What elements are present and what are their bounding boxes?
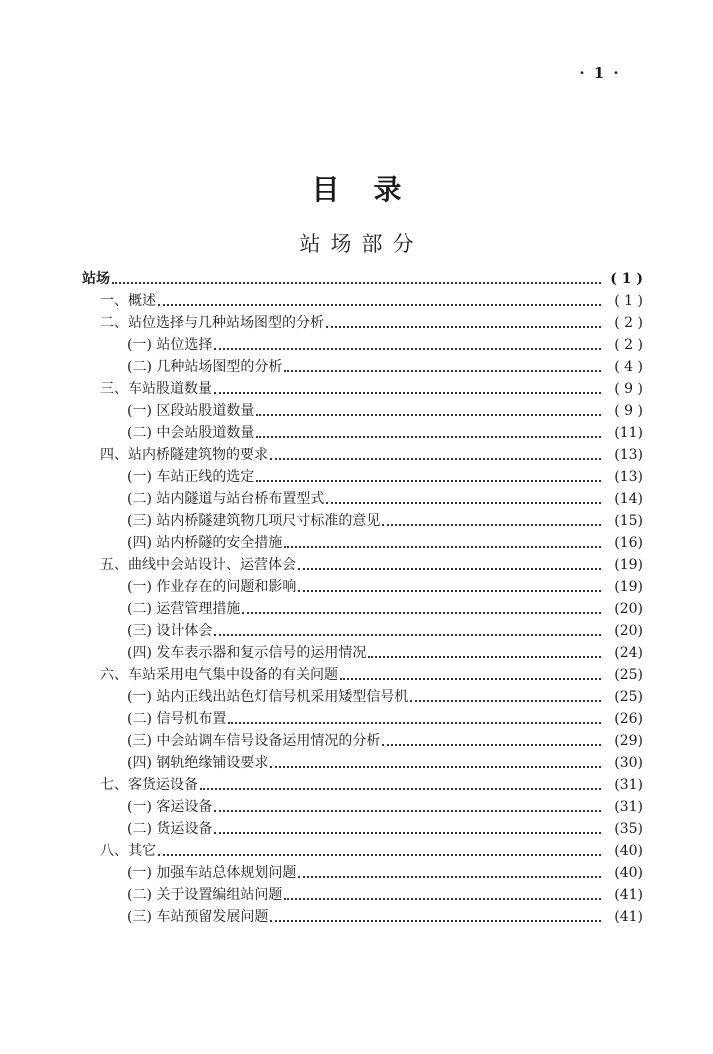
toc-entry	[82, 664, 643, 686]
toc-entry-page: (14)	[614, 491, 643, 507]
toc-entry	[82, 840, 643, 862]
toc-entry-page: (13)	[614, 447, 643, 463]
toc-entry-page: (16)	[614, 535, 643, 551]
toc-entry-title: 六、车站采用电气集中设备的有关问题	[100, 667, 338, 683]
dot-leader	[214, 348, 601, 350]
toc-entry-page: (30)	[614, 755, 643, 771]
dot-leader	[214, 392, 601, 394]
toc-entry-title: (一) 站位选择	[127, 337, 213, 353]
toc-entry-title: 一、概述	[100, 293, 156, 309]
toc-entry	[82, 400, 643, 422]
toc-entry	[82, 818, 643, 840]
page-number: · 1 ·	[579, 64, 621, 82]
dot-leader	[256, 480, 601, 482]
dot-leader	[382, 524, 601, 526]
dot-leader	[284, 370, 601, 372]
toc-entry-title: (一) 客运设备	[127, 799, 213, 815]
dot-leader	[256, 414, 601, 416]
toc-entry	[82, 356, 643, 378]
toc-entry	[82, 576, 643, 598]
toc-entry	[82, 554, 643, 576]
dot-leader	[326, 326, 601, 328]
toc-entry	[82, 642, 643, 664]
toc-entry-title: (二) 信号机布置	[127, 711, 227, 727]
toc-entry-page: (24)	[614, 645, 643, 661]
dot-leader	[112, 282, 601, 284]
page-title: 目录	[311, 173, 436, 206]
toc-entry-page: (26)	[614, 711, 643, 727]
toc-entry-title: 二、站位选择与几种站场图型的分析	[100, 315, 324, 331]
toc-entry-title: (二) 站内隧道与站台桥布置型式	[127, 491, 325, 507]
toc-entry-page: (35)	[614, 821, 643, 837]
dot-leader	[158, 304, 601, 306]
toc-entry	[82, 532, 643, 554]
toc-entry-page: (40)	[614, 843, 643, 859]
dot-leader	[242, 612, 601, 614]
toc-entry-title: (二) 货运设备	[127, 821, 213, 837]
toc-entry	[82, 796, 643, 818]
toc-entry-page: ( 1 )	[614, 293, 643, 309]
toc-entry-title: (二) 中会站股道数量	[127, 425, 255, 441]
toc-entry-title: (一) 加强车站总体规划问题	[127, 865, 297, 881]
toc-entry-title: (二) 运营管理措施	[127, 601, 241, 617]
toc-entry	[82, 378, 643, 400]
toc-entry	[82, 466, 643, 488]
toc-entry-title: (一) 站内正线出站色灯信号机采用矮型信号机	[127, 689, 409, 705]
toc-entry	[82, 422, 643, 444]
toc-entry-page: ( 2 )	[614, 337, 643, 353]
toc-entry-title: 站场	[82, 271, 110, 287]
toc-entry-title: 八、其它	[100, 843, 156, 859]
toc-entry-title: (一) 作业存在的问题和影响	[127, 579, 297, 595]
toc-entry-title: (一) 区段站股道数量	[127, 403, 255, 419]
toc-entry	[82, 620, 643, 642]
dot-leader	[284, 898, 601, 900]
dot-leader	[298, 590, 601, 592]
toc-entry-page: (25)	[614, 667, 643, 683]
toc-entry-page: (13)	[614, 469, 643, 485]
toc-entry-page: ( 4 )	[614, 359, 643, 375]
dot-leader	[382, 744, 601, 746]
toc-entry-title: (三) 设计体会	[127, 623, 213, 639]
dot-leader	[298, 876, 601, 878]
toc-entry-page: (11)	[614, 425, 643, 441]
dot-leader	[200, 788, 601, 790]
toc-entry	[82, 488, 643, 510]
toc-entry-title: (一) 车站正线的选定	[127, 469, 255, 485]
toc-entry-title: 五、曲线中会站设计、运营体会	[100, 557, 296, 573]
toc-entry	[82, 510, 643, 532]
toc-entry-title: (二) 几种站场图型的分析	[127, 359, 283, 375]
toc-entry-page: (19)	[614, 557, 643, 573]
toc-entry-title: (四) 发车表示器和复示信号的运用情况	[127, 645, 367, 661]
dot-leader	[270, 920, 601, 922]
toc-entry-title: 四、站内桥隧建筑物的要求	[100, 447, 268, 463]
toc-entry	[82, 312, 643, 334]
dot-leader	[410, 700, 601, 702]
toc-entry-page: (41)	[614, 887, 643, 903]
toc-entry	[82, 884, 643, 906]
dot-leader	[214, 832, 601, 834]
toc-entry	[82, 598, 643, 620]
toc-entry-page: (29)	[614, 733, 643, 749]
section-subtitle: 站场部分	[299, 232, 424, 256]
toc-entry	[82, 752, 643, 774]
toc-entry-page: ( 9 )	[614, 403, 643, 419]
toc-entry-title: (四) 钢轨绝缘铺设要求	[127, 755, 269, 771]
toc-entry-page: ( 1 )	[610, 271, 643, 287]
toc-entry-title: (四) 站内桥隧的安全措施	[127, 535, 283, 551]
toc-entry-page: (15)	[614, 513, 643, 529]
dot-leader	[298, 568, 601, 570]
dot-leader	[326, 502, 601, 504]
dot-leader	[368, 656, 601, 658]
toc-entry	[82, 334, 643, 356]
toc-entry-page: (31)	[614, 799, 643, 815]
dot-leader	[214, 810, 601, 812]
toc-entry-page: (19)	[614, 579, 643, 595]
toc-entry-page: (41)	[614, 909, 643, 925]
toc-entry-page: (20)	[614, 601, 643, 617]
toc-entry-title: (二) 关于设置编组站问题	[127, 887, 283, 903]
toc-entry-page: (40)	[614, 865, 643, 881]
toc-entry	[82, 906, 643, 928]
toc-entry	[82, 686, 643, 708]
dot-leader	[270, 766, 601, 768]
toc-entry-title: (三) 中会站调车信号设备运用情况的分析	[127, 733, 381, 749]
dot-leader	[158, 854, 601, 856]
toc-entry-page: (31)	[614, 777, 643, 793]
toc-entry-title: 七、客货运设备	[100, 777, 198, 793]
toc-entry-title: (三) 站内桥隧建筑物几项尺寸标准的意见	[127, 513, 381, 529]
toc-entry-title: (三) 车站预留发展问题	[127, 909, 269, 925]
toc-entry	[82, 290, 643, 312]
toc-entry	[82, 708, 643, 730]
toc-entry-page: (20)	[614, 623, 643, 639]
table-of-contents	[82, 268, 643, 928]
dot-leader	[256, 436, 601, 438]
toc-entry	[82, 730, 643, 752]
toc-entry-page: (25)	[614, 689, 643, 705]
toc-entry	[82, 444, 643, 466]
dot-leader	[284, 546, 601, 548]
dot-leader	[270, 458, 601, 460]
dot-leader	[228, 722, 601, 724]
toc-entry	[82, 862, 643, 884]
dot-leader	[340, 678, 601, 680]
toc-entry-page: ( 9 )	[614, 381, 643, 397]
toc-entry	[82, 268, 643, 290]
toc-entry-title: 三、车站股道数量	[100, 381, 212, 397]
toc-entry	[82, 774, 643, 796]
toc-entry-page: ( 2 )	[614, 315, 643, 331]
dot-leader	[214, 634, 601, 636]
